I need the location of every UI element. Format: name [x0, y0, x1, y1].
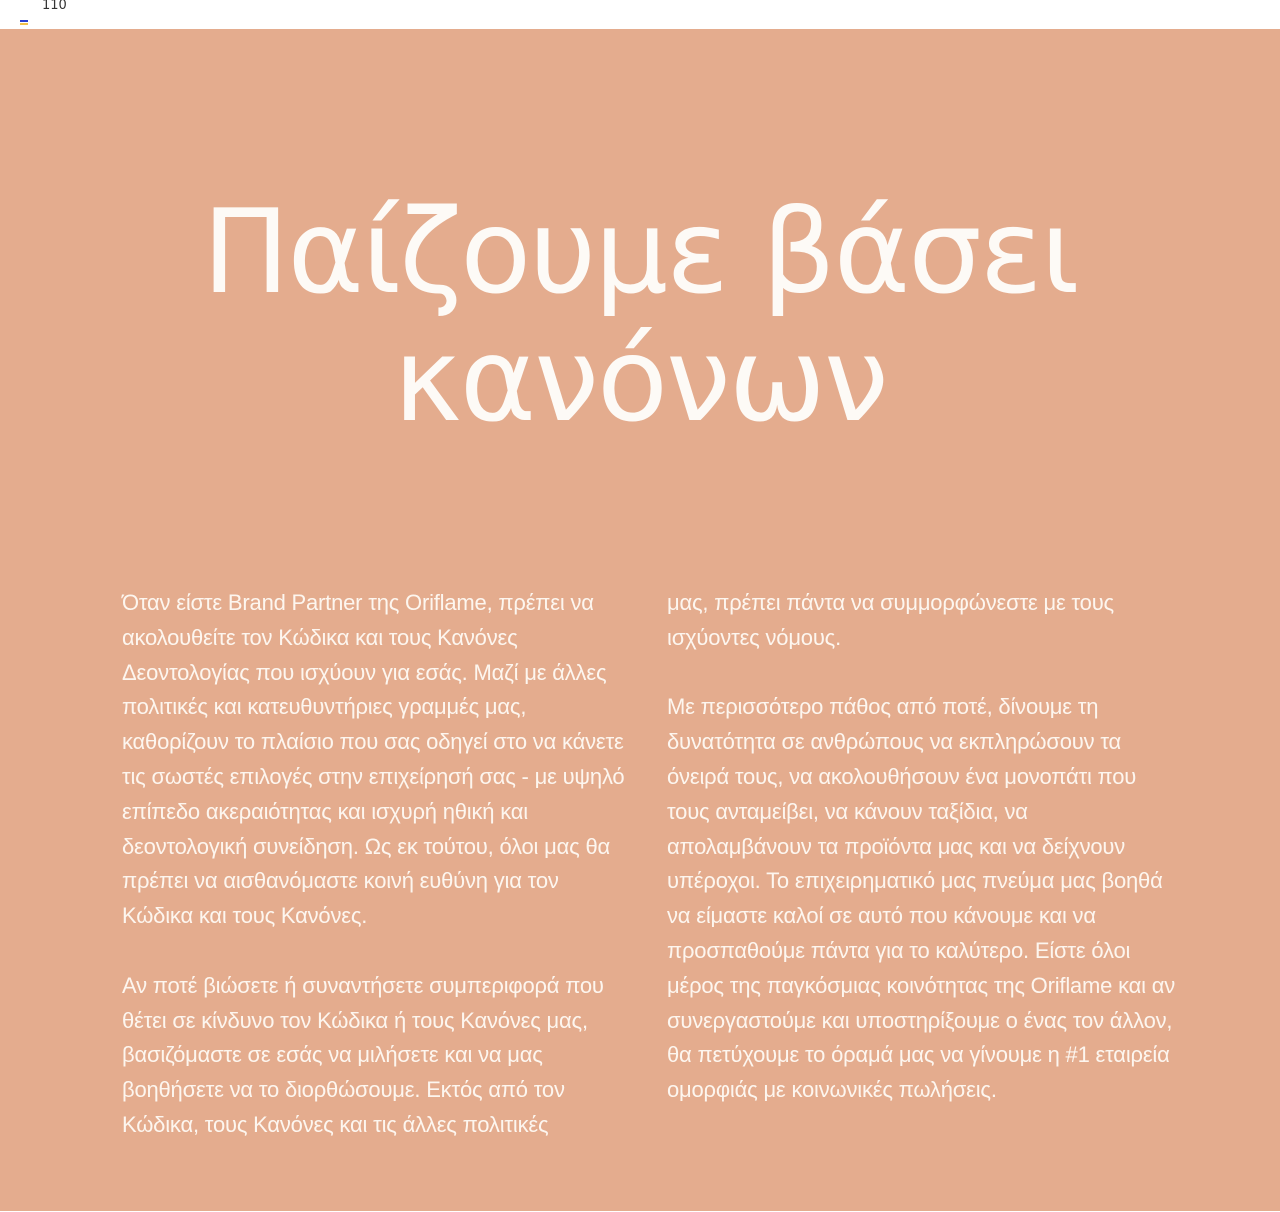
page-title [0, 185, 1280, 448]
title-line-2: κανόνων [393, 313, 887, 448]
left-column [122, 586, 632, 1178]
content-panel [0, 29, 1280, 1211]
flag-icon [20, 20, 28, 27]
left-paragraph-2: Αν ποτέ βιώσετε ή συναντήσετε συμπεριφορά που θέτει σε κίνδυνο τον Κώδικα ή τους Κανόνες μας, βασιζόμαστε σε εσάς να μιλήσετε και να μας βοηθήσετε να το διορθώσουμε. Εκτός από τον Κώδικα, τους Κανόνες και τις άλλες πολιτικές [122, 972, 604, 1137]
left-paragraph-1: Όταν είστε Brand Partner της Oriflame, πρέπει να ακολουθείτε τον Κώδικα και τους Κανόνες Δεοντολογίας που ισχύουν για εσάς. Μαζί με άλλες πολιτικές και κατευθυντήριες γραμμές μας, καθορίζουν το πλαίσιο που σας οδηγεί στο να κάνετε τις σωστές επιλογές στην επιχείρησή σας - με υψηλό επίπεδο ακεραιότητας και ισχυρή ηθική και δεοντολογική συνείδηση. Ως εκ τούτου, όλοι μας θα πρέπει να αισθανόμαστε κοινή ευθύνη για τον Κώδικα και τους Κανόνες. [122, 590, 625, 929]
right-column [667, 586, 1177, 1143]
top-bar [0, 0, 1280, 29]
title-line-1: Παίζουμε βάσει [202, 185, 1078, 320]
page-number: 110 [42, 0, 67, 13]
right-paragraph-2: Με περισσότερο πάθος από ποτέ, δίνουμε τη δυνατότητα σε ανθρώπους να εκπληρώσουν τα όνειρά τους, να ακολουθήσουν ένα μονοπάτι που τους ανταμείβει, να κάνουν ταξίδια, να απολαμβάνουν τα προϊόντα μας και να δείχνουν υπέροχοι. Το επιχειρηματικό μας πνεύμα μας βοηθά να είμαστε καλοί σε αυτό που κάνουμε και να προσπαθούμε πάντα για το καλύτερο. Είστε όλοι μέρος της παγκόσμιας κοινότητας της Oriflame και αν συνεργαστούμε και υποστηρίξουμε ο ένας τον άλλον, θα πετύχουμε το όραμά μας να γίνουμε η #1 εταιρεία ομορφιάς με κοινωνικές πωλήσεις. [667, 694, 1176, 1103]
right-paragraph-1: μας, πρέπει πάντα να συμμορφώνεστε με τους ισχύοντες νόμους. [667, 590, 1114, 650]
